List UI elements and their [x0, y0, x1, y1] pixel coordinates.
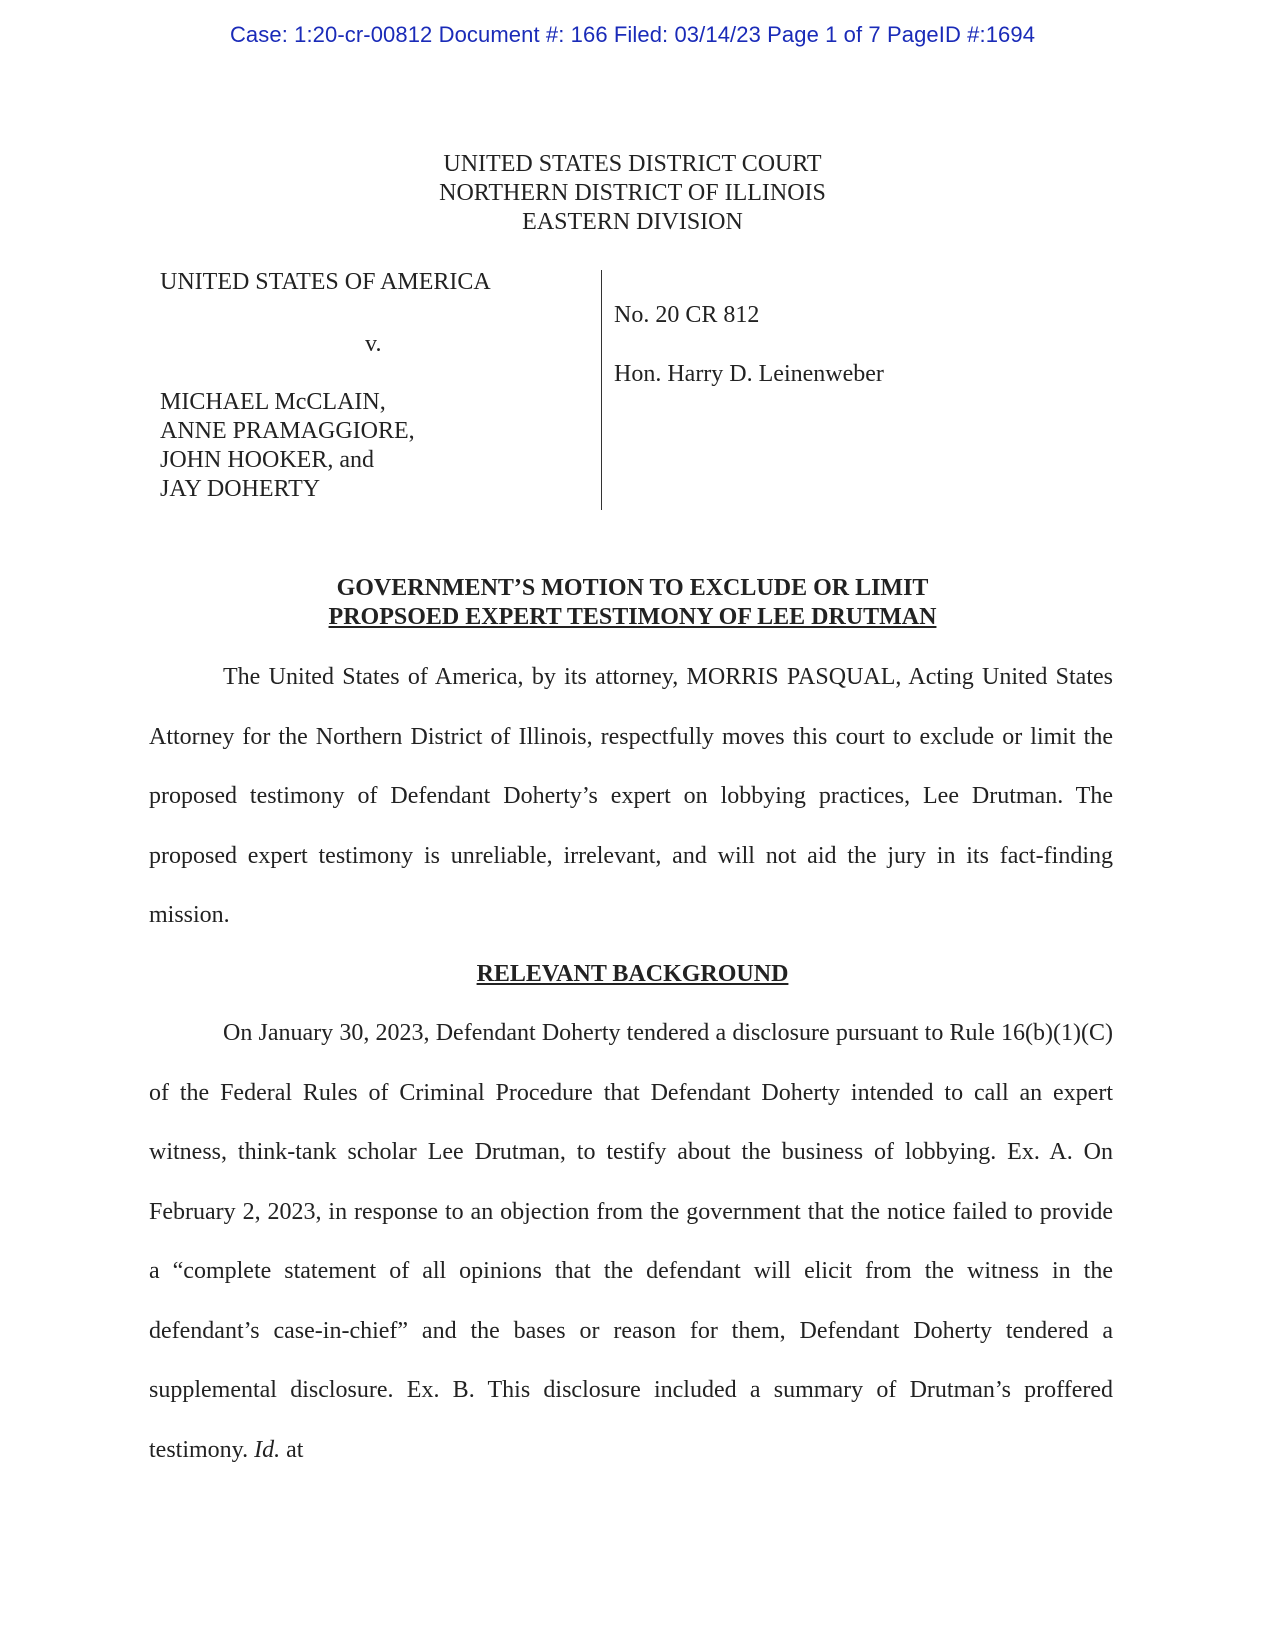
- section-heading: RELEVANT BACKGROUND: [476, 961, 789, 987]
- citation-id: Id.: [254, 1436, 281, 1463]
- caption-divider: [601, 270, 602, 510]
- defendant-name: JAY DOHERTY: [160, 476, 321, 502]
- plaintiff-name: UNITED STATES OF AMERICA: [160, 269, 491, 295]
- court-heading: [0, 150, 1265, 237]
- versus-label: v.: [365, 331, 382, 357]
- background-paragraph-text: On January 30, 2023, Defendant Doherty tendered a disclosure pursuant to Rule 16(b)(1)(C) of the Federal Rules of Criminal Procedure that Defendant Doherty intended to call an expert witness, think-tank scholar Lee Drutman, to testify about the business of lobbying. Ex. A. On February 2, 2023, in response to an objection from the government that the notice failed to provide a “complete statement of all opinions that the defendant will elicit from the witness in the defendant’s case-in-chief” and the bases or reason for them, Defendant Doherty tendered a supplemental disclosure. Ex. B. This disclosure included a summary of Drutman’s proffered testimony.: [149, 1020, 1113, 1463]
- motion-title-line-2: PROPSOED EXPERT TESTIMONY OF LEE DRUTMAN: [328, 604, 937, 630]
- court-division: EASTERN DIVISION: [522, 209, 743, 235]
- intro-paragraph: The United States of America, by its attorney, MORRIS PASQUAL, Acting United States Attorney for the Northern District of Illinois, respectfully moves this court to exclude or limit the proposed testimony of Defendant Doherty’s expert on lobbying practices, Lee Drutman. The proposed expert testimony is unreliable, irrelevant, and will not aid the jury in its fact-finding mission.: [149, 664, 1113, 928]
- defendant-name: MICHAEL McCLAIN,: [160, 389, 386, 415]
- court-district: NORTHERN DISTRICT OF ILLINOIS: [439, 180, 826, 206]
- motion-title: [0, 574, 1265, 632]
- court-name: UNITED STATES DISTRICT COURT: [443, 151, 822, 177]
- defendant-list: [160, 388, 590, 504]
- background-paragraph: [149, 1004, 1113, 1480]
- defendant-name: ANNE PRAMAGGIORE,: [160, 418, 415, 444]
- case-header-stamp: Case: 1:20-cr-00812 Document #: 166 Filed: 03/14/23 Page 1 of 7 PageID #:1694: [229, 22, 1036, 47]
- motion-title-line-1: GOVERNMENT’S MOTION TO EXCLUDE OR LIMIT: [336, 575, 929, 601]
- defendant-name: JOHN HOOKER, and: [160, 447, 374, 473]
- presiding-judge: Hon. Harry D. Leinenweber: [614, 361, 884, 387]
- citation-trailing: at: [286, 1436, 304, 1463]
- case-caption-parties: [160, 268, 590, 502]
- case-number: No. 20 CR 812: [614, 302, 760, 328]
